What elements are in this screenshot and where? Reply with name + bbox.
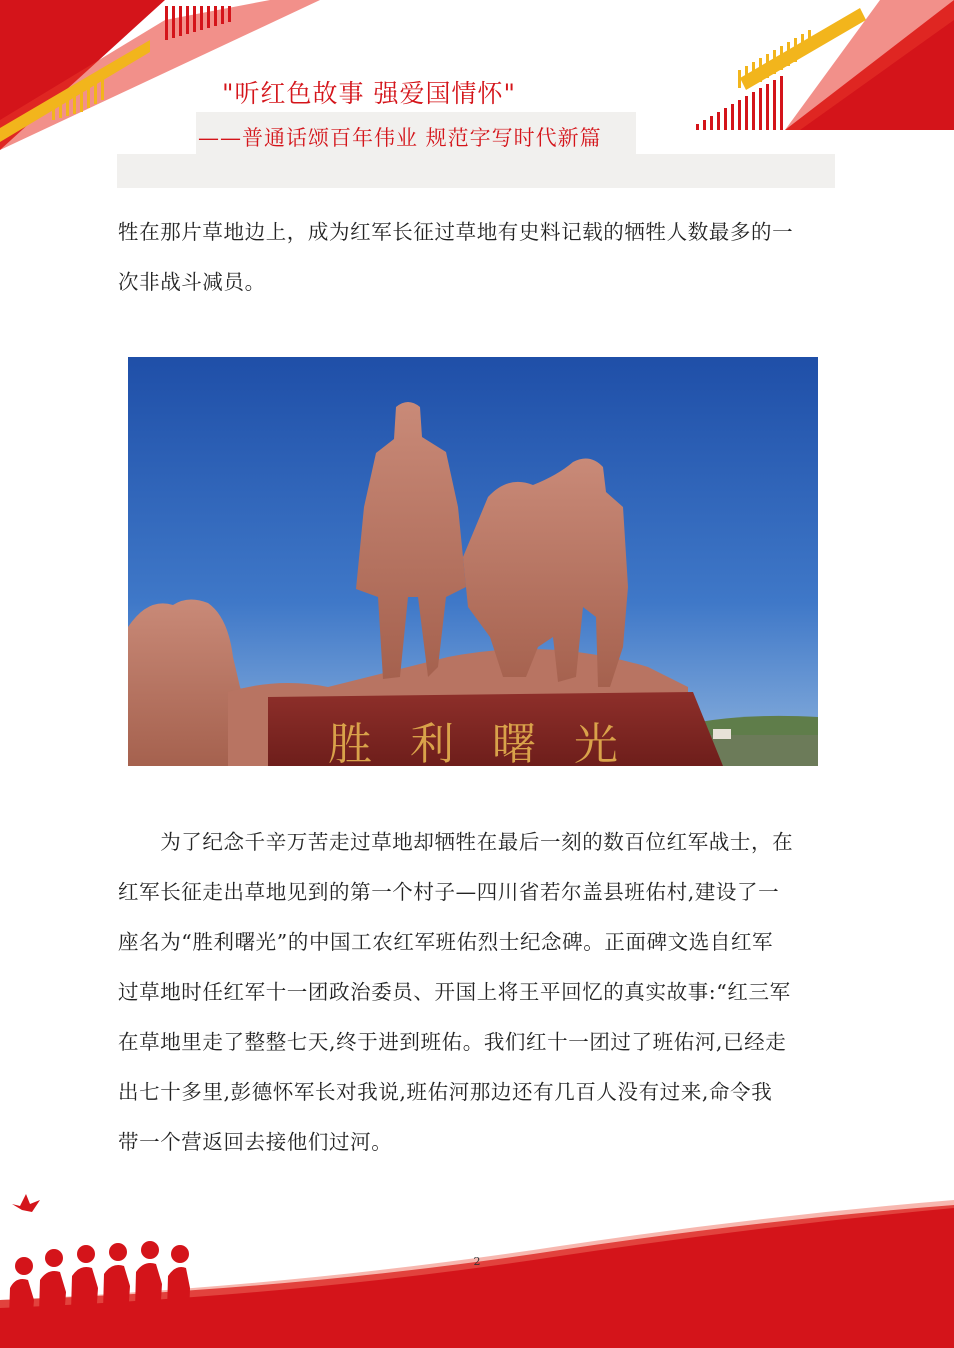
paragraph-line: 红军长征走出草地见到的第一个村子—四川省若尔盖县班佑村,建设了一 bbox=[118, 880, 780, 904]
paragraph-line: 牲在那片草地边上，成为红军长征过草地有史料记载的牺牲人数最多的一 bbox=[118, 220, 794, 244]
page-number: 2 bbox=[473, 1255, 481, 1268]
paragraph-line: 次非战斗减员。 bbox=[118, 270, 266, 294]
page-title: "听红色故事 强爱国情怀" bbox=[222, 79, 516, 108]
header-band bbox=[117, 154, 835, 188]
monument-inscription: 胜利曙光 bbox=[328, 719, 656, 766]
paragraph-1 bbox=[118, 207, 836, 307]
paragraph-line: 为了纪念千辛万苦走过草地却牺牲在最后一刻的数百位红军战士，在 bbox=[118, 830, 794, 854]
paragraph-line: 座名为“胜利曙光”的中国工农红军班佑烈士纪念碑。正面碑文选自红军 bbox=[118, 930, 774, 954]
paragraph-line: 过草地时任红军十一团政治委员、开国上将王平回忆的真实故事:“红三军 bbox=[118, 980, 791, 1004]
dove-icon bbox=[12, 1194, 40, 1212]
monument-photo bbox=[128, 357, 818, 766]
paragraph-line: 在草地里走了整整七天,终于进到班佑。我们红十一团过了班佑河,已经走 bbox=[118, 1030, 787, 1054]
page-subtitle: ——普通话颂百年伟业 规范字写时代新篇 bbox=[198, 126, 602, 150]
paragraph-line: 出七十多里,彭德怀军长对我说,班佑河那边还有几百人没有过来,命令我 bbox=[118, 1080, 773, 1104]
paragraph-2 bbox=[118, 817, 836, 1167]
paragraph-line: 带一个营返回去接他们过河。 bbox=[118, 1130, 393, 1154]
